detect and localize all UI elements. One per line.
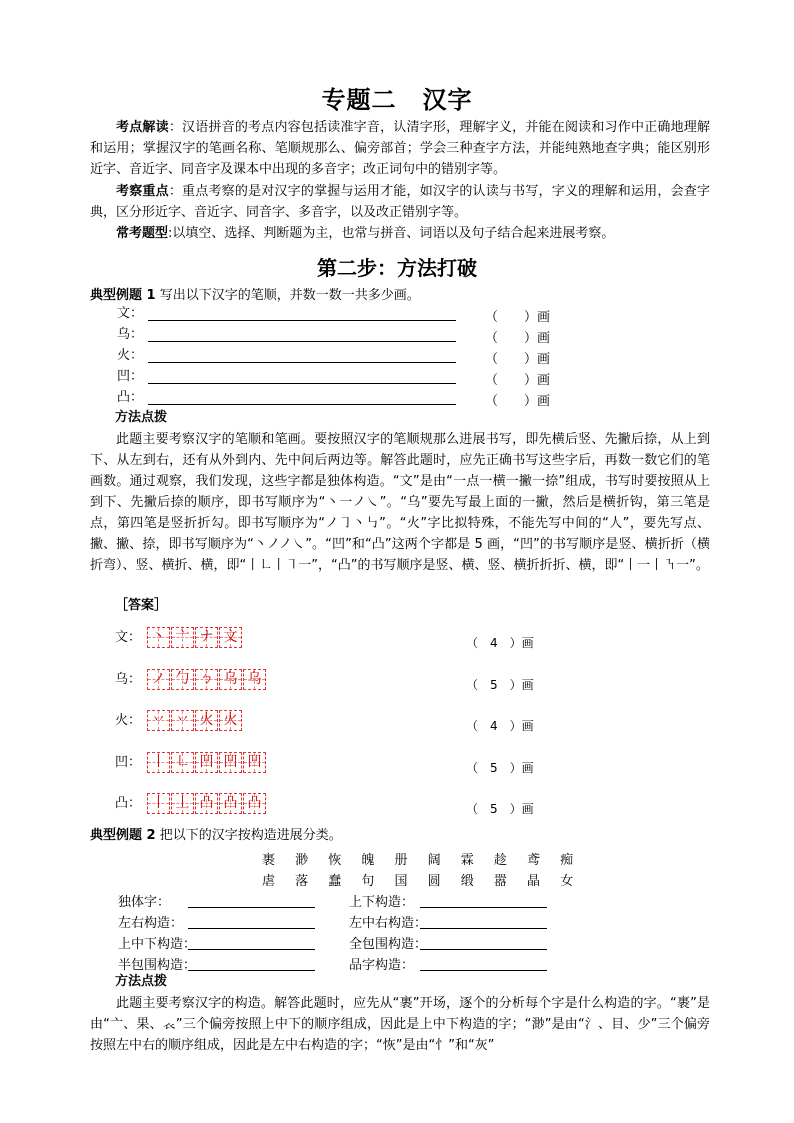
answer-stroke-count: （ 5 ）画 [466, 760, 534, 775]
structure-answer-input[interactable] [420, 949, 547, 950]
structure-category-label: 全包围构造： [349, 937, 428, 952]
stroke-grid-cell: 丷 [171, 710, 194, 731]
char-row-1: 裹 渺 恢 魄 册 阔 霖 趁 鸢 痴 [262, 853, 582, 868]
stroke-grid-cell: 凸 [195, 793, 218, 814]
example-1-prompt: 典型例题 1 写出以下汉字的笔顺，并数一数一共多少画。 [90, 288, 420, 303]
focus-paragraph: 考察重点：重点考察的是对汉字的掌握与运用才能，如汉字的认读与书写，字义的理解和运用，会查字典，区分形近字、音近字、同音字、多音字，以及改正错别字等。 [90, 184, 710, 220]
answer-row [115, 709, 243, 731]
stroke-char-label: 凸： [117, 390, 144, 405]
stroke-char-label: 火： [117, 348, 144, 363]
stroke-grid-cell: 丨 [147, 752, 170, 773]
structure-category-label: 半包围构造： [118, 958, 197, 973]
example-2-prompt: 典型例题 2 把以下的汉字按构造进展分类。 [90, 828, 342, 843]
stroke-order-input[interactable] [148, 404, 456, 405]
stroke-count-blank[interactable]: （ ）画 [485, 373, 551, 388]
stroke-count-blank[interactable]: （ ）画 [485, 352, 551, 367]
stroke-count-blank[interactable]: （ ）画 [485, 394, 551, 409]
stroke-grid [147, 793, 267, 814]
structure-category-label: 上中下构造： [118, 937, 197, 952]
answer-row [115, 751, 267, 773]
structure-answer-input[interactable] [420, 907, 547, 908]
stroke-grid-cell: 火 [219, 710, 242, 731]
answer-char-label: 火： [115, 713, 142, 728]
answer-char-label: 乌： [115, 671, 142, 687]
stroke-order-input[interactable] [148, 383, 456, 384]
stroke-grid-cell: 凸 [243, 793, 266, 814]
stroke-grid-cell: 丶 [147, 627, 170, 648]
structure-answer-input[interactable] [188, 928, 315, 929]
stroke-order-input[interactable] [148, 320, 456, 321]
stroke-grid [147, 710, 243, 731]
answer-heading: ［答案］ [115, 598, 168, 613]
answer-row [115, 792, 267, 814]
stroke-grid-cell: 乌 [243, 669, 266, 690]
method-tip-heading-2: 方法点拨 [115, 974, 168, 989]
stroke-char-label: 文： [117, 306, 144, 321]
question-type-paragraph: 常考题型:以填空、选择、判断题为主，也常与拼音、词语以及句子结合起来进展考察。 [116, 226, 615, 241]
answer-char-label: 凹： [115, 754, 142, 770]
stroke-grid-cell: ㄅ [195, 669, 218, 690]
answer-char-label: 文： [115, 630, 142, 645]
stroke-order-input[interactable] [148, 341, 456, 342]
stroke-count-blank[interactable]: （ ）画 [485, 310, 551, 325]
exam-point-paragraph: 考点解读：汉语拼音的考点内容包括读准字音，认清字形，理解字义，并能在阅读和习作中正确地理解和运用；掌握汉字的笔画名称、笔顺规那么、偏旁部首；学会三种查字方法，并能纯熟地查字典；能区别形近字、音近字、同音字及课本中出现的多音字；改正词句中的错别字等。 [90, 120, 710, 177]
page-title: 专题二 汉字 [321, 86, 473, 114]
stroke-grid-cell: 丄 [171, 793, 194, 814]
method-tip-heading-1: 方法点拨 [115, 410, 168, 425]
stroke-char-label: 凹： [117, 369, 144, 384]
stroke-grid-cell: 凹 [243, 752, 266, 773]
stroke-grid-cell: 凹 [195, 752, 218, 773]
stroke-grid-cell: 火 [195, 710, 218, 731]
method-tip-text-1: 此题主要考察汉字的笔顺和笔画。要按照汉字的笔顺规那么进展书写，即先横后竖、先撇后捺，从上到下、从左到右，还有从外到内、先中间后两边等。解答此题时，应先正确书写这些字后，再数一数它们的笔画数。通过观察，我们发现，这些字都是独体构造。“文”是由“一点一横一撇一捺”组成，书写时要按照从上到下、先撇后捺的顺序，即书写顺序为“丶一ノ㇏”。“乌”要先写最上面的一撇，然后是横折钩，第三笔是点，第四笔是竖折折勾。即书写顺序为“ノ㇆丶㇉”。“火”字比拟特殊，不能先写中间的“人”，要先写点、撇、撇、捺，即书写顺序为“丶ノノ㇏”。“凹”和“凸”这两个字都是 5 画，“凹”的书写顺序是竖、横折折（横折弯）、竖、横折、横，即“丨㇗丨㇕一”，“凸”的书写顺序是竖、横、竖、横折折折、横，即“丨一丨㇎一”。 [90, 432, 710, 573]
stroke-grid-cell: 勹 [171, 669, 194, 690]
stroke-order-input[interactable] [148, 362, 456, 363]
answer-stroke-count: （ 5 ）画 [466, 677, 534, 692]
method-tip-text-2: 此题主要考察汉字的构造。解答此题时，应先从“裹”开场，逐个的分析每个字是什么构造的字。“裹”是由“亠、果、𧘇”三个偏旁按照上中下的顺序组成，因此是上中下构造的字；“渺”是由“氵、目、少”三个偏旁按照左中右的顺序组成，因此是左中右构造的字；“恢”是由“忄”和“灰” [90, 996, 710, 1053]
answer-row [115, 626, 243, 648]
structure-category-label: 品字构造： [349, 958, 415, 973]
stroke-count-blank[interactable]: （ ）画 [485, 331, 551, 346]
structure-category-label: 左右构造： [118, 916, 184, 931]
stroke-grid-cell: 凸 [219, 793, 242, 814]
stroke-grid-cell: 亠 [171, 627, 194, 648]
structure-answer-input[interactable] [420, 970, 547, 971]
stroke-grid-cell: ノ [147, 669, 170, 690]
answer-row [115, 668, 267, 690]
structure-category-label: 独体字： [118, 895, 171, 910]
stroke-char-label: 乌： [117, 327, 144, 342]
char-row-2: 虐 落 蠢 句 国 圆 缎 嚣 晶 女 [262, 874, 582, 889]
stroke-grid-cell: 文 [219, 627, 242, 648]
stroke-grid-cell: 丨 [147, 793, 170, 814]
stroke-grid-cell: ㇗ [171, 752, 194, 773]
structure-answer-input[interactable] [420, 928, 547, 929]
section-title: 第二步：方法打破 [317, 256, 477, 280]
answer-stroke-count: （ 4 ）画 [466, 719, 534, 733]
answer-stroke-count: （ 5 ）画 [466, 802, 534, 816]
structure-answer-input[interactable] [188, 907, 315, 908]
stroke-grid-cell: ナ [195, 627, 218, 648]
stroke-grid [147, 752, 267, 773]
stroke-grid-cell: 丷 [147, 710, 170, 731]
stroke-grid-cell: 凹 [219, 752, 242, 773]
stroke-grid-cell: 乌 [219, 669, 242, 690]
structure-answer-input[interactable] [188, 970, 315, 971]
answer-char-label: 凸： [115, 796, 142, 811]
answer-stroke-count: （ 4 ）画 [466, 636, 534, 650]
stroke-grid [147, 627, 243, 648]
structure-category-label: 上下构造： [349, 895, 415, 910]
structure-category-label: 左中右构造： [349, 916, 428, 931]
stroke-grid [147, 669, 267, 690]
structure-answer-input[interactable] [188, 949, 315, 950]
